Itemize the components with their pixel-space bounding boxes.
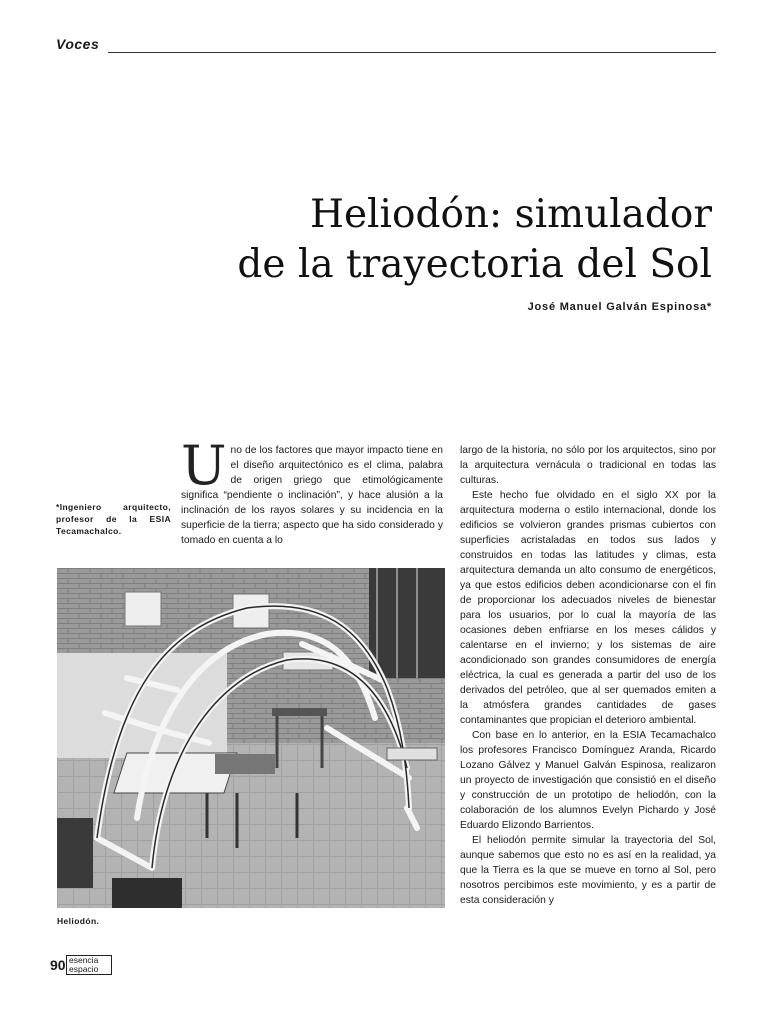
page-number: 90 — [50, 957, 66, 973]
photo-caption: Heliodón. — [57, 916, 100, 926]
drop-cap: U — [181, 434, 227, 497]
paragraph-text: no de los factores que mayor impacto tiene en el diseño arquitectónico es el clima, palabra de origen griego que etimológicamente significa “pendiente o inclinación”, y hace alusión a la inclinación de los rayos solares y su incidencia en la superficie de la tierra; aspecto que ha sido considerado y tomado en cuenta a lo — [181, 445, 443, 546]
paragraph: Con base en lo anterior, en la ESIA Tecamachalco los profesores Francisco Domínguez Aranda, Ricardo Lozano Gálvez y Manuel Galván Espinosa, realizaron un proyecto de investigación que consistió en el diseño y construcción de un prototipo de heliodón, con la colaboración de los alumnos Evelyn Pichardo y José Eduardo Elizondo Barrientos. — [460, 730, 716, 831]
body-column-2 — [460, 443, 716, 908]
paragraph — [181, 434, 443, 548]
title-line-2: de la trayectoria del Sol — [237, 242, 712, 287]
logo-word-1: esencia — [69, 955, 99, 965]
article-author: José Manuel Galván Espinosa* — [527, 301, 712, 313]
section-name: Voces — [56, 36, 100, 52]
paragraph: El heliodón permite simular la trayectoria del Sol, aunque sabemos que esto no es así en la realidad, ya que la Tierra es la que se mueve en torno al Sol, pero nosotros percibimos este movimiento, y es a partir de esta consideración y — [460, 835, 716, 906]
body-column-1 — [181, 434, 443, 548]
author-footnote: *Ingeniero arquitecto, profesor de la ESIA Tecamachalco. — [56, 502, 171, 536]
section-header — [56, 36, 716, 56]
paragraph: Este hecho fue olvidado en el siglo XX por la arquitectura moderna o estilo internacional, donde los edificios se volvieron grandes prismas cubiertos con superficies acristaladas en todos sus lados y construidos en todas las latitudes y climas, esta arquitectura demanda un alto consumo de energéticos, ya que estos edificios deben acondicionarse con el fin de proporcionar los adecuados niveles de bienestar para los usuarios, por lo cual la mayoría de las ocasiones deben enfriarse en los meses cálidos y calentarse en el invierno; y los sistemas de aire acondicionado son grandes consumidores de energía eléctrica, la cual es generada a partir del uso de los derivados del petróleo, que al ser quemados emiten a la atmósfera grandes cantidades de gases contaminantes que propician el deterioro ambiental. — [460, 490, 716, 726]
heliodon-illustration — [57, 568, 445, 908]
window — [369, 568, 445, 678]
paragraph: largo de la historia, no sólo por los arquitectos, sino por la arquitectura vernácula o tradicional en todas las culturas. — [460, 445, 716, 486]
section-rule — [108, 52, 716, 53]
heliodon-photo — [57, 568, 445, 908]
title-line-1: Heliodón: simulador — [309, 192, 712, 237]
magazine-logo — [66, 955, 112, 975]
article-title — [152, 190, 712, 290]
logo-word-2: espacio — [69, 964, 99, 974]
